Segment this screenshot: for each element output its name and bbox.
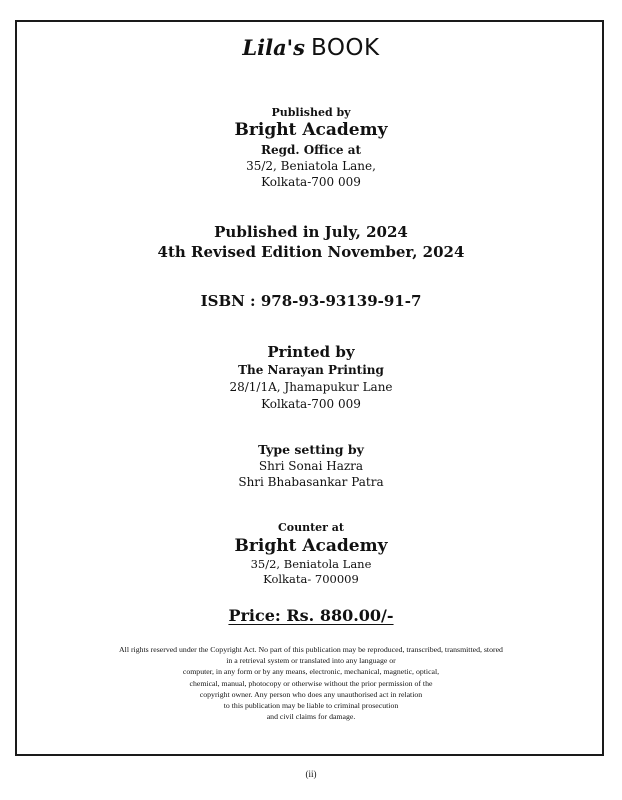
counter-address-line1: 35/2, Beniatola Lane: [250, 557, 372, 571]
printer-label: Printed by: [267, 343, 355, 361]
book-title-word: BOOK: [310, 35, 380, 61]
copyright-line-6: to this publication may be liable to criminal prosecution: [223, 701, 399, 711]
copyright-line-1: All rights reserved under the Copyright Act. No part of this publication may be reproduced, transcribed, transmitted, stored: [119, 645, 503, 654]
page-number: (ii): [305, 769, 317, 779]
typesetting-block: [0, 441, 622, 490]
counter-name: Bright Academy: [234, 536, 388, 556]
isbn: ISBN : 978-93-93139-91-7: [200, 292, 422, 310]
printer-block: [0, 342, 622, 413]
book-title: [0, 34, 622, 62]
price-text: Price: Rs. 880.00/-: [228, 606, 394, 625]
typesetter-2: Shri Bhabasankar Patra: [238, 475, 384, 489]
copyright-line-5: copyright owner. Any person who does any unauthorised act in relation: [199, 689, 423, 699]
revised-edition: 4th Revised Edition November, 2024: [157, 243, 465, 261]
publisher-block: [0, 106, 622, 190]
typesetting-label: Type setting by: [258, 442, 364, 457]
copyright-notice: [0, 644, 622, 722]
printer-name: The Narayan Printing: [238, 363, 384, 377]
typesetter-1: Shri Sonai Hazra: [258, 459, 364, 473]
publisher-name: Bright Academy: [234, 120, 388, 140]
copyright-line-3: computer, in any form or by any means, electronic, mechanical, magnetic, optical,: [182, 667, 440, 677]
copyright-line-4: chemical, manual, photocopy or otherwise without the prior permission of the: [189, 678, 433, 688]
printer-address-line1: 28/1/1A, Jhamapukur Lane: [229, 380, 393, 394]
copyright-line-2: in a retrieval system or translated into any language or: [226, 656, 396, 666]
price: [0, 605, 622, 627]
publisher-address-line1: 35/2, Beniatola Lane,: [246, 159, 376, 173]
counter-label: Counter at: [278, 521, 344, 534]
counter-block: [0, 521, 622, 587]
printer-address-line2: Kolkata-700 009: [261, 397, 361, 411]
book-title-script: Lila's: [242, 35, 305, 60]
copyright-line-7: and civil claims for damage.: [266, 712, 356, 722]
publisher-address-line2: Kolkata-700 009: [261, 175, 361, 189]
edition-block: [0, 222, 622, 262]
office-label: Regd. Office at: [260, 143, 362, 157]
counter-address-line2: Kolkata- 700009: [263, 572, 359, 586]
publisher-label: Published by: [271, 106, 351, 119]
published-date: Published in July, 2024: [214, 223, 408, 241]
